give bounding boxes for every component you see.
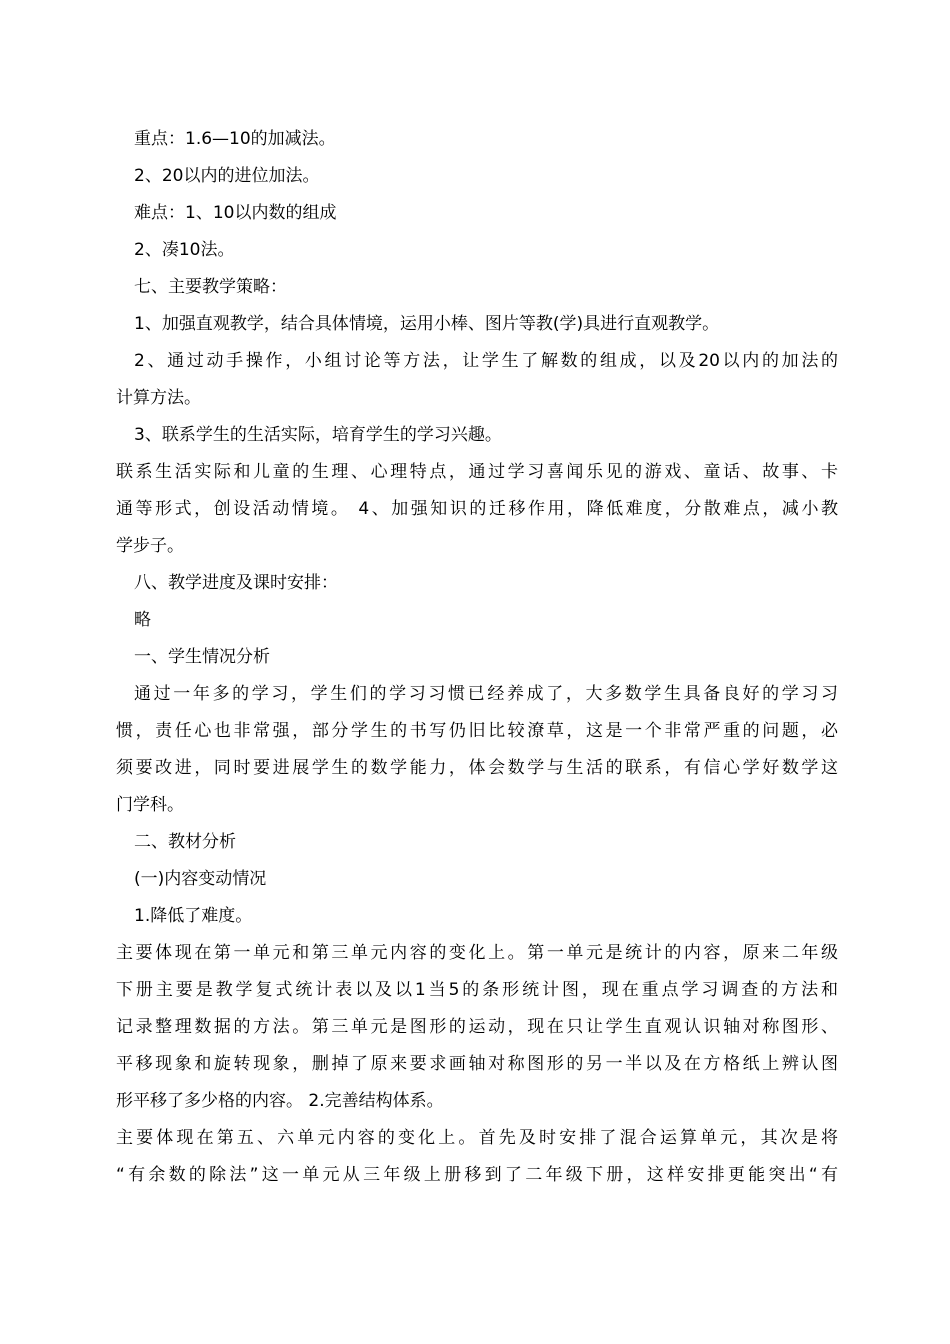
text-line: 学步子。 <box>116 536 184 556</box>
text-line: 联系生活实际和儿童的生理、心理特点，通过学习喜闻乐见的游戏、童话、故事、卡 <box>116 462 838 482</box>
text-line: 下册主要是教学复式统计表以及以1当5的条形统计图，现在重点学习调查的方法和 <box>116 980 838 1000</box>
text-line: 主要体现在第五、六单元内容的变化上。首先及时安排了混合运算单元，其次是将 <box>116 1128 838 1148</box>
text-line: 八、教学进度及课时安排： <box>134 573 338 593</box>
text-line: 通过一年多的学习，学生们的学习习惯已经养成了，大多数学生具备良好的学习习 <box>134 684 838 704</box>
text-line: 须要改进，同时要进展学生的数学能力，体会数学与生活的联系，有信心学好数学这 <box>116 758 838 778</box>
text-line: 惯，责任心也非常强，部分学生的书写仍旧比较潦草，这是一个非常严重的问题，必 <box>116 721 838 741</box>
text-line: 平移现象和旋转现象，删掉了原来要求画轴对称图形的另一半以及在方格纸上辨认图 <box>116 1054 838 1074</box>
text-line: 难点：1、10以内数的组成 <box>134 203 337 223</box>
text-line: 略 <box>134 610 151 630</box>
text-line: 二、教材分析 <box>134 832 236 852</box>
text-line: 形平移了多少格的内容。 2.完善结构体系。 <box>116 1091 444 1111</box>
text-line: 2、凑10法。 <box>134 240 235 260</box>
text-line: 1、加强直观教学，结合具体情境，运用小棒、图片等教(学)具进行直观教学。 <box>134 314 720 334</box>
text-line: (一)内容变动情况 <box>134 869 267 889</box>
document-body <box>116 121 838 1194</box>
text-line: 重点：1.6—10的加减法。 <box>134 129 336 149</box>
text-line: 1.降低了难度。 <box>134 906 253 926</box>
text-line: 通等形式，创设活动情境。 4、加强知识的迁移作用，降低难度，分散难点，减小教 <box>116 499 838 519</box>
text-line: 门学科。 <box>116 795 184 815</box>
text-line: 计算方法。 <box>116 388 201 408</box>
text-line: 一、学生情况分析 <box>134 647 270 667</box>
text-line: 2、通过动手操作，小组讨论等方法，让学生了解数的组成，以及20以内的加法的 <box>134 351 838 371</box>
text-line: 七、主要教学策略： <box>134 277 287 297</box>
text-line: 3、联系学生的生活实际，培育学生的学习兴趣。 <box>134 425 502 445</box>
text-line: “有余数的除法”这一单元从三年级上册移到了二年级下册，这样安排更能突出“有 <box>116 1165 838 1185</box>
text-line: 记录整理数据的方法。第三单元是图形的运动，现在只让学生直观认识轴对称图形、 <box>116 1017 838 1037</box>
text-line: 2、20以内的进位加法。 <box>134 166 320 186</box>
text-line: 主要体现在第一单元和第三单元内容的变化上。第一单元是统计的内容，原来二年级 <box>116 943 838 963</box>
